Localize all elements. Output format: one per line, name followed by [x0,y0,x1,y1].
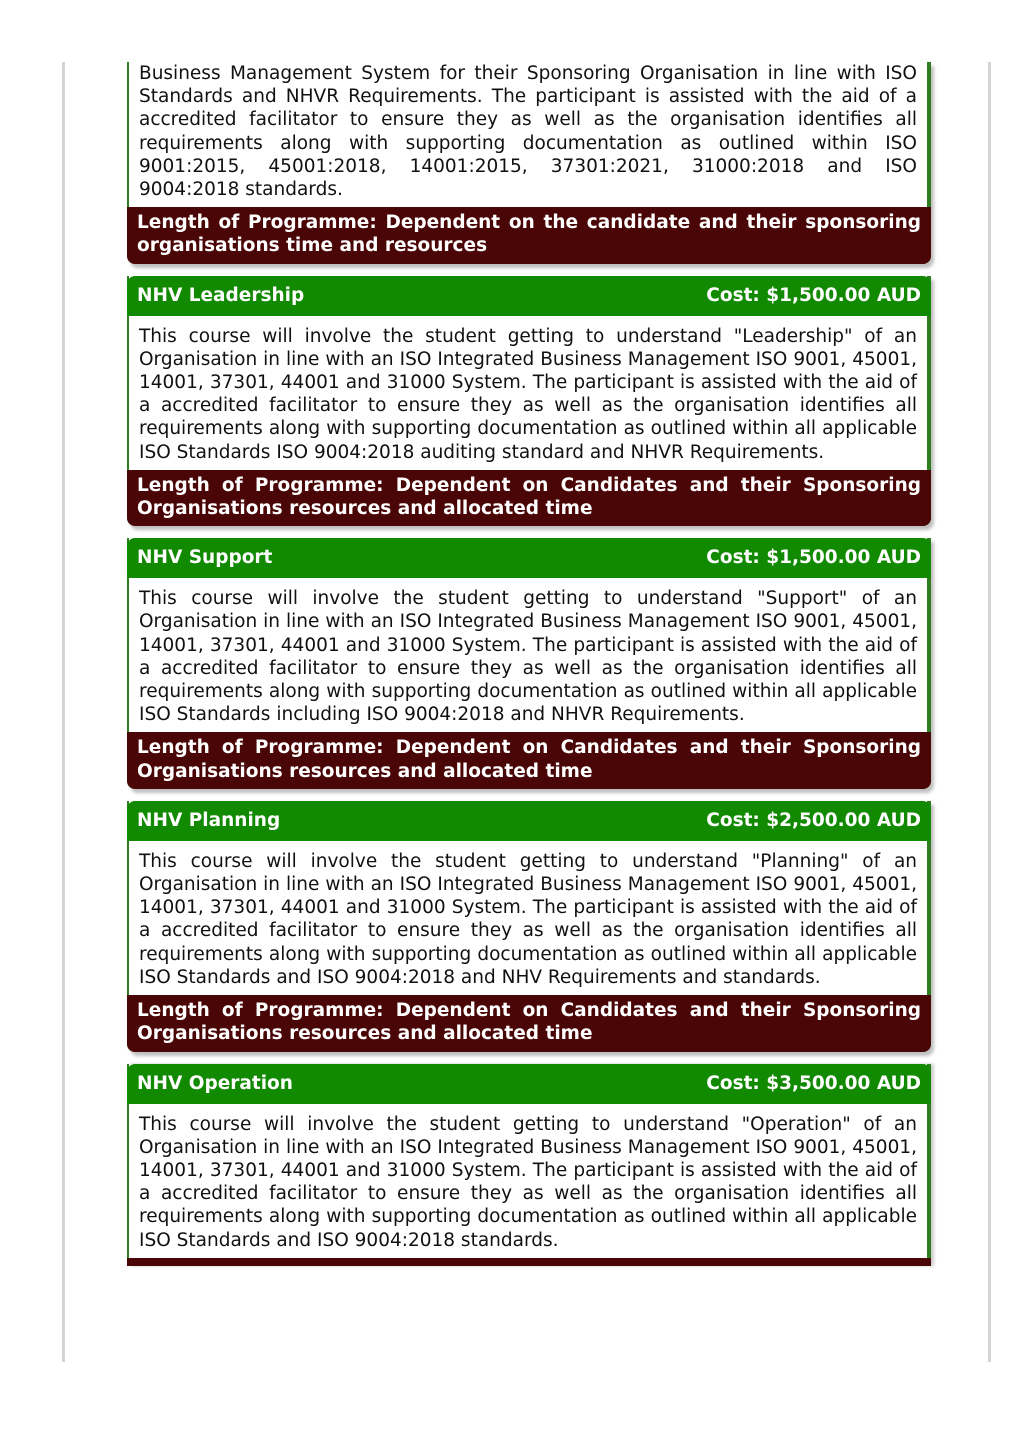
course-header [127,801,931,841]
course-header [127,1064,931,1104]
course-length: Length of Programme: Dependent on Candidates and their Sponsoring Organisations resources and allocated time [127,732,931,788]
course-length: Length of Programme: Dependent on the candidate and their sponsoring organisations time and resources [127,207,931,263]
course-length-cut [127,1258,931,1266]
course-description: This course will involve the student getting to understand "Leadership" of an Organisation in line with an ISO Integrated Business Management ISO 9001, 45001, 14001, 37301, 44001 and 31000 System. The participant is assisted with the aid of a accredited facilitator to ensure they as well as the organisation identifies all requirements along with supporting documentation as outlined within all applicable ISO Standards ISO 9004:2018 auditing standard and NHVR Requirements. [129,316,927,470]
page-border-right [988,62,991,1362]
course-card-leadership [127,276,931,527]
course-description: This course will involve the student getting to understand "Planning" of an Organisation in line with an ISO Integrated Business Management ISO 9001, 45001, 14001, 37301, 44001 and 31000 System. The participant is assisted with the aid of a accredited facilitator to ensure they as well as the organisation identifies all requirements along with supporting documentation as outlined within all applicable ISO Standards and ISO 9004:2018 and NHV Requirements and standards. [129,841,927,995]
course-title: NHV Planning [137,809,281,831]
course-title: NHV Operation [137,1072,293,1094]
course-cost: Cost: $1,500.00 AUD [706,284,921,306]
course-header [127,276,931,316]
course-card-support [127,538,931,789]
course-card-continued [127,62,931,264]
course-header [127,538,931,578]
course-description: This course will involve the student getting to understand "Support" of an Organisation in line with an ISO Integrated Business Management ISO 9001, 45001, 14001, 37301, 44001 and 31000 System. The participant is assisted with the aid of a accredited facilitator to ensure they as well as the organisation identifies all requirements along with supporting documentation as outlined within all applicable ISO Standards including ISO 9004:2018 and NHVR Requirements. [129,578,927,732]
course-card-planning [127,801,931,1052]
course-title: NHV Support [137,547,273,569]
course-description: This course will involve the student getting to understand "Operation" of an Organisation in line with an ISO Integrated Business Management ISO 9001, 45001, 14001, 37301, 44001 and 31000 System. The participant is assisted with the aid of a accredited facilitator to ensure they as well as the organisation identifies all requirements along with supporting documentation as outlined within all applicable ISO Standards and ISO 9004:2018 standards. [129,1104,927,1258]
course-length: Length of Programme: Dependent on Candidates and their Sponsoring Organisations resources and allocated time [127,470,931,526]
page-border-left [62,62,65,1362]
course-card-operation [127,1064,931,1266]
course-description: Business Management System for their Sponsoring Organisation in line with ISO Standards and NHVR Requirements. The participant is assisted with the aid of a accredited facilitator to ensure they as well as the organisation identifies all requirements along with supporting documentation as outlined within ISO 9001:2015, 45001:2018, 14001:2015, 37301:2021, 31000:2018 and ISO 9004:2018 standards. [129,62,927,207]
course-list [127,62,931,1278]
course-cost: Cost: $2,500.00 AUD [706,809,921,831]
course-cost: Cost: $1,500.00 AUD [706,547,921,569]
course-cost: Cost: $3,500.00 AUD [706,1072,921,1094]
course-title: NHV Leadership [137,284,305,306]
course-length: Length of Programme: Dependent on Candidates and their Sponsoring Organisations resources and allocated time [127,995,931,1051]
